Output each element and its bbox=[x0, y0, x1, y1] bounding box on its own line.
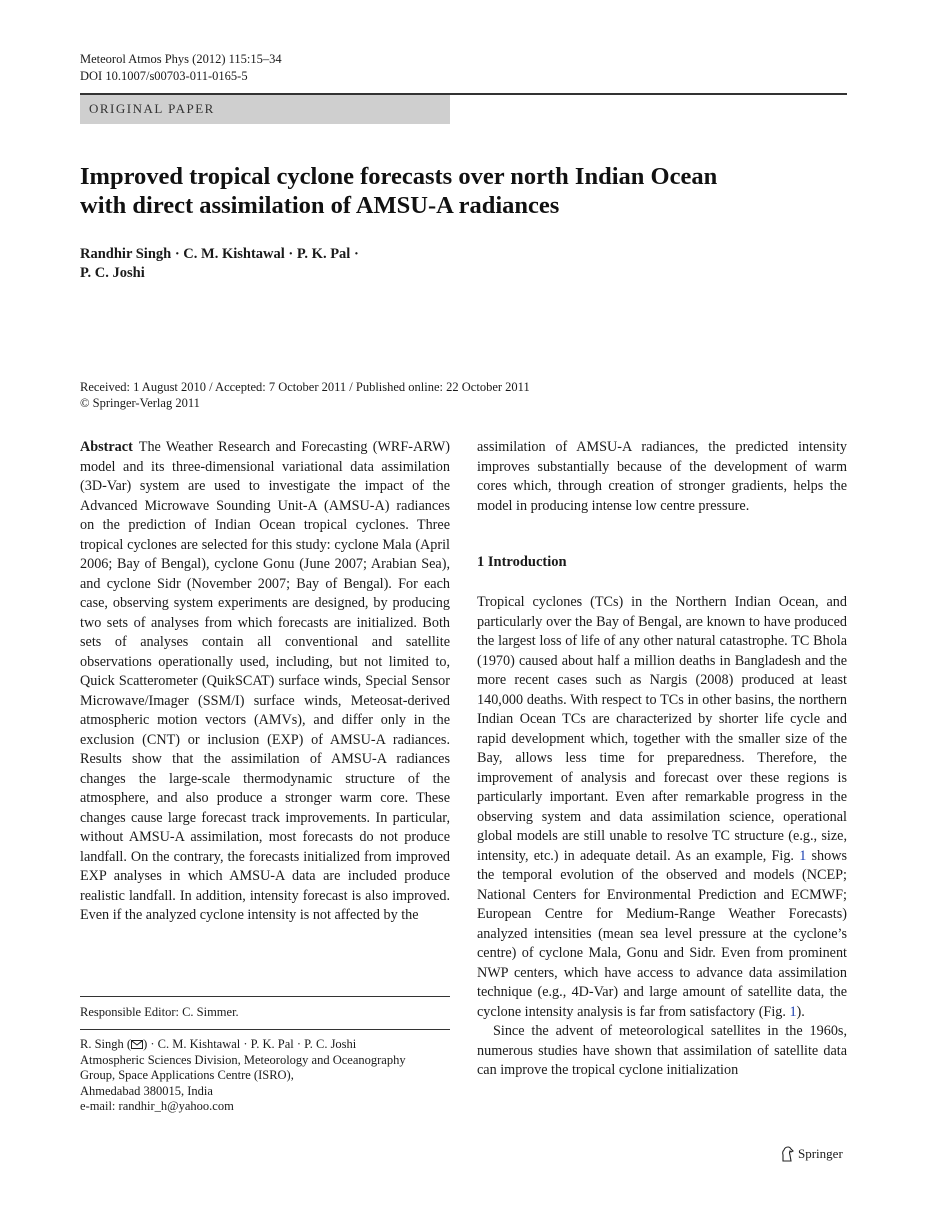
author-text: R. Singh ( bbox=[80, 1037, 132, 1051]
intro-text: ). bbox=[796, 1003, 805, 1020]
abstract bbox=[80, 438, 450, 926]
intro-text: shows the temporal evolution of the observed and models (NCEP; National Centers for Environmental Prediction and ECMWF; European Centre for Medium-Range Weather Forecasts) analyzed intensities (mean sea level pressure at the cyclone’s centre) of cyclone Mala, Gonu and Sidr. Even from prominent NWP centers, which have access to advance data assimilation technique (e.g., 4D-Var) and large amount of satellite data, the cyclone intensity analysis is far from satisfactory (Fig. bbox=[477, 847, 847, 1020]
publication-dates: Received: 1 August 2010 / Accepted: 7 October 2011 / Published online: 22 October 2011 bbox=[80, 380, 530, 394]
paper-title bbox=[80, 162, 820, 220]
abstract-continuation: assimilation of AMSU-A radiances, the predicted intensity improves substantially because of the development of warm cores which, through creation of stronger gradients, helps the model in producing intense low centre pressure. bbox=[477, 439, 847, 514]
doi: DOI 10.1007/s00703-011-0165-5 bbox=[80, 69, 248, 83]
journal-citation: Meteorol Atmos Phys (2012) 115:15–34 bbox=[80, 52, 282, 66]
footnote-rule bbox=[80, 996, 450, 997]
intro-paragraph-2: Since the advent of meteorological satellites in the 1960s, numerous studies have shown that assimilation of satellite data can improve the tropical cyclone initialization bbox=[477, 1023, 847, 1078]
affiliation-line: Group, Space Applications Centre (ISRO), bbox=[80, 1068, 294, 1082]
abstract-label: Abstract bbox=[80, 439, 133, 455]
intro-paragraph-1 bbox=[477, 593, 847, 1022]
figure-reference-link[interactable]: 1 bbox=[789, 1003, 797, 1020]
publisher-logo bbox=[780, 1146, 843, 1162]
authors-line-2: P. C. Joshi bbox=[80, 265, 145, 281]
publisher-name: Springer bbox=[798, 1146, 843, 1161]
figure-reference-link[interactable]: 1 bbox=[799, 847, 807, 864]
email-address[interactable]: e-mail: randhir_h@yahoo.com bbox=[80, 1099, 234, 1113]
author-text: ) · C. M. Kishtawal · P. K. Pal · P. C. Joshi bbox=[143, 1037, 357, 1051]
envelope-icon[interactable] bbox=[131, 1040, 143, 1049]
title-line-1: Improved tropical cyclone forecasts over north Indian Ocean bbox=[80, 163, 718, 190]
responsible-editor: Responsible Editor: C. Simmer. bbox=[80, 1005, 239, 1019]
abstract-text: The Weather Research and Forecasting (WRF-ARW) model and its three-dimensional variational data assimilation (3D-Var) system are used to investigate the impact of the Advanced Microwave Sounding Unit-A (AMSU-A) radiances on the prediction of Indian Ocean tropical cyclones. Three tropical cyclones are selected for this study: cyclone Mala (April 2006; Bay of Bengal), cyclone Gonu (June 2007; Arabian Sea), and cyclone Sidr (November 2007; Bay of Bengal). For each case, observing system experiments are designed, by producing two sets of analyses from which forecasts are initialized. Both sets of analyses contain all conventional and satellite observations operationally used, including, but not limited to, Quick Scatterometer (QuikSCAT) surface winds, Special Sensor Microwave/Imager (SSM/I) surface winds, Meteosat-derived atmospheric motion vectors (AMVs), and differ only in the exclusion (CNT) or inclusion (EXP) of AMSU-A radiances. Results show that the assimilation of AMSU-A radiances changes the large-scale thermodynamic structure of the atmosphere, and also produce a stronger warm core. These changes cause large forecast track improvements. In particular, without AMSU-A assimilation, most forecasts do not produce landfall. On the contrary, the forecasts initialized from improved EXP analyses in which AMSU-A data are included produce realistic landfall. In addition, intensity forecast is also improved. Even if the analyzed cyclone intensity is not affected by the bbox=[80, 439, 450, 923]
introduction-body bbox=[477, 593, 847, 1081]
section-heading-introduction: 1 Introduction bbox=[477, 554, 567, 570]
footnote-rule bbox=[80, 1029, 450, 1030]
springer-horse-icon bbox=[780, 1146, 794, 1162]
article-type-banner: ORIGINAL PAPER bbox=[80, 95, 450, 124]
corresponding-authors bbox=[80, 1037, 450, 1053]
copyright: © Springer-Verlag 2011 bbox=[80, 396, 200, 410]
authors-line-1: Randhir Singh · C. M. Kishtawal · P. K. Pal · bbox=[80, 246, 359, 262]
affiliation-line: Atmospheric Sciences Division, Meteorology and Oceanography bbox=[80, 1052, 406, 1067]
affiliation-line: Ahmedabad 380015, India bbox=[80, 1083, 213, 1098]
author-affiliation bbox=[80, 1037, 450, 1115]
intro-text: Tropical cyclones (TCs) in the Northern Indian Ocean, and particularly over the Bay of Bengal, are known to have produced the largest loss of life of any other natural catastrophe. TC Bhola (1970) caused about half a million deaths in Bangladesh and the more recent cases such as Nargis (2008) produced at least 140,000 deaths. With respect to TCs in other basins, the northern Indian Ocean TCs are characterized by shorter life cycle and rapid development which, together with the smaller size of the Bay, allows less time for preparedness. Therefore, the improvement of analysis and forecast over these regions is particularly important. Even after remarkable progress in the observing system and data assimilation science, operational global models are still unable to resolve TC structure (e.g., size, intensity, etc.) in adequate detail. As an example, Fig. bbox=[477, 594, 847, 864]
author-list bbox=[80, 245, 580, 283]
title-line-2: with direct assimilation of AMSU-A radiances bbox=[80, 192, 560, 219]
